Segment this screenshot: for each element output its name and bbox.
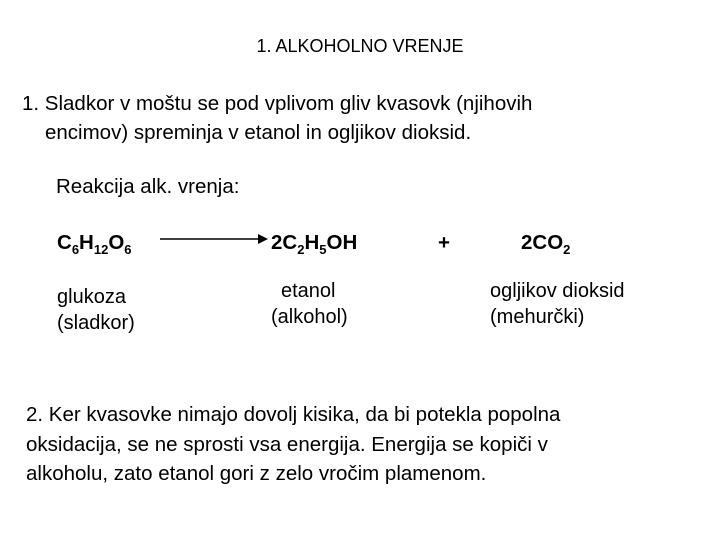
glucose-o-sub: 6 [124, 242, 132, 257]
paragraph-sugar-conversion [22, 89, 532, 147]
formula-co2 [521, 231, 570, 257]
reaction-arrow-icon [158, 229, 268, 249]
label-co2 [490, 278, 625, 330]
paragraph2-line1: 2. Ker kvasovke nimajo dovolj kisika, da bi potekla popolna [26, 403, 561, 426]
paragraph1-line1: 1. Sladkor v moštu se pod vplivom gliv kvasovk (njihovih [22, 92, 533, 115]
paragraph1-line2: encimov) spreminja v etanol in ogljikov dioksid. [45, 121, 472, 144]
co2-main: 2CO [521, 231, 564, 254]
glucose-h: H [79, 231, 94, 254]
paragraph2-line2: oksidacija, se ne sprosti vsa energija. Energija se kopiči v [26, 432, 548, 456]
ethanol-coef-sub: 2 [297, 242, 305, 257]
glucose-c: C [57, 231, 72, 254]
label-ethanol-line2: (alkohol) [271, 306, 348, 328]
label-co2-line2: (mehurčki) [490, 306, 585, 328]
reaction-subtitle: Reakcija alk. vrenja: [56, 175, 240, 198]
co2-sub: 2 [563, 242, 571, 257]
glucose-o: O [108, 231, 125, 254]
glucose-c-sub: 6 [71, 242, 80, 257]
slide-title: 1. ALKOHOLNO VRENJE [256, 36, 464, 56]
label-glucose [57, 284, 135, 336]
ethanol-oh: OH [326, 231, 358, 254]
plus-sign: + [438, 231, 450, 254]
formula-ethanol [271, 231, 357, 257]
label-co2-line1: ogljikov dioksid [490, 280, 625, 302]
label-glucose-line1: glukoza [57, 286, 126, 308]
ethanol-coef: 2C [271, 231, 298, 254]
glucose-h-sub: 12 [93, 242, 109, 257]
label-ethanol [271, 278, 348, 330]
formula-glucose [57, 231, 132, 257]
label-glucose-line2: (sladkor) [57, 312, 135, 334]
ethanol-h: H [304, 231, 320, 254]
label-ethanol-line1: etanol [281, 280, 336, 302]
ethanol-h-sub: 5 [319, 242, 327, 257]
paragraph-energy [26, 400, 560, 489]
paragraph2-line3: alkoholu, zato etanol gori z zelo vročim plamenom. [26, 462, 487, 485]
